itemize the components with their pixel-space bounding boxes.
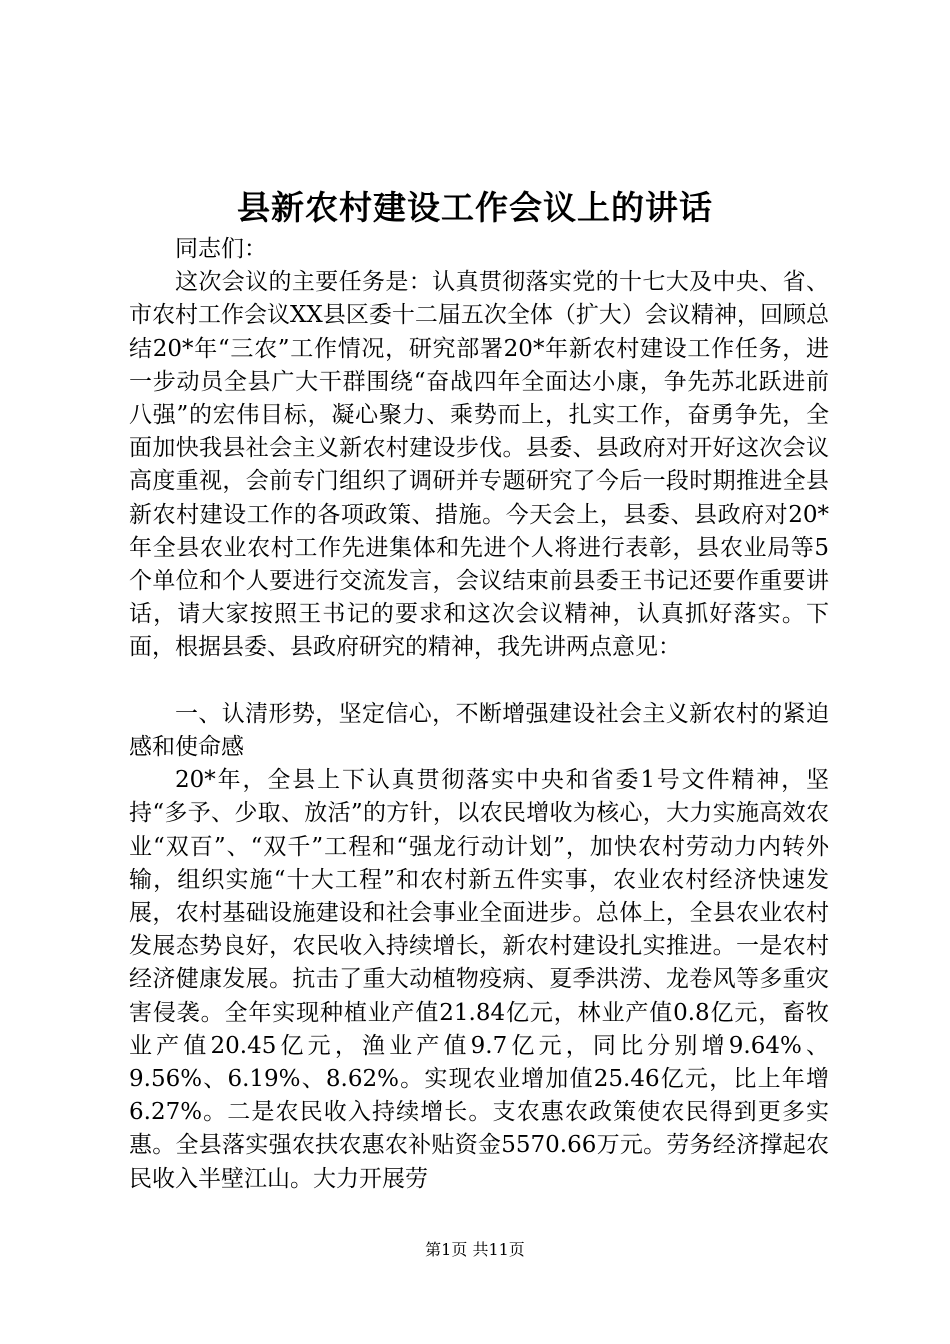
salutation: 同志们： xyxy=(175,236,267,262)
page-footer: 第1页 共11页 xyxy=(425,1240,525,1259)
document-title: 县新农村建设工作会议上的讲话 xyxy=(237,188,713,227)
section-heading-1: 一、认清形势，坚定信心，不断增强建设社会主义新农村的紧迫感和使命感 xyxy=(129,700,829,761)
paragraph-section-1: 20*年，全县上下认真贯彻落实中央和省委1号文件精神，坚持“多予、少取、放活”的方针，以农民增收为核心，大力实施高效农业“双百”、“双千”工程和“强龙行动计划”，加快农村劳动力内转外输，组织实施“十大工程”和农村新五件实事，农业农村经济快速发展，农村基础设施建设和社会事业全面进步。总体上，全县农业农村发展态势良好，农民收入持续增长，新农村建设扎实推进。一是农村经济健康发展。抗击了重大动植物疫病、夏季洪涝、龙卷风等多重灾害侵袭。全年实现种植业产值21.84亿元，林业产值0.8亿元，畜牧业产值20.45亿元，渔业产值9.7亿元，同比分别增9.64%、9.56%、6.19%、8.62%。实现农业增加值25.46亿元，比上年增6.27%。二是农民收入持续增长。支农惠农政策使农民得到更多实惠。全县落实强农扶农惠农补贴资金5570.66万元。劳务经济撑起农民收入半壁江山。大力开展劳 xyxy=(129,767,829,1192)
paragraph-spacer xyxy=(129,665,829,698)
paragraph-intro: 这次会议的主要任务是：认真贯彻落实党的十七大及中央、省、市农村工作会议XX县区委十二届五次全体（扩大）会议精神，回顾总结20*年“三农”工作情况，研究部署20*年新农村建设工作任务，进一步动员全县广大干群围绕“奋战四年全面达小康，争先苏北跃进前八强”的宏伟目标，凝心聚力、乘势而上，扎实工作，奋勇争先，全面加快我县社会主义新农村建设步伐。县委、县政府对开好这次会议高度重视，会前专门组织了调研并专题研究了今后一段时期推进全县新农村建设工作的各项政策、措施。今天会上，县委、县政府对20*年全县农业农村工作先进集体和先进个人将进行表彰，县农业局等5个单位和个人要进行交流发言，会议结束前县委王书记还要作重要讲话，请大家按照王书记的要求和这次会议精神，认真抓好落实。下面，根据县委、县政府研究的精神，我先讲两点意见： xyxy=(129,269,829,661)
document-body xyxy=(129,233,829,1196)
